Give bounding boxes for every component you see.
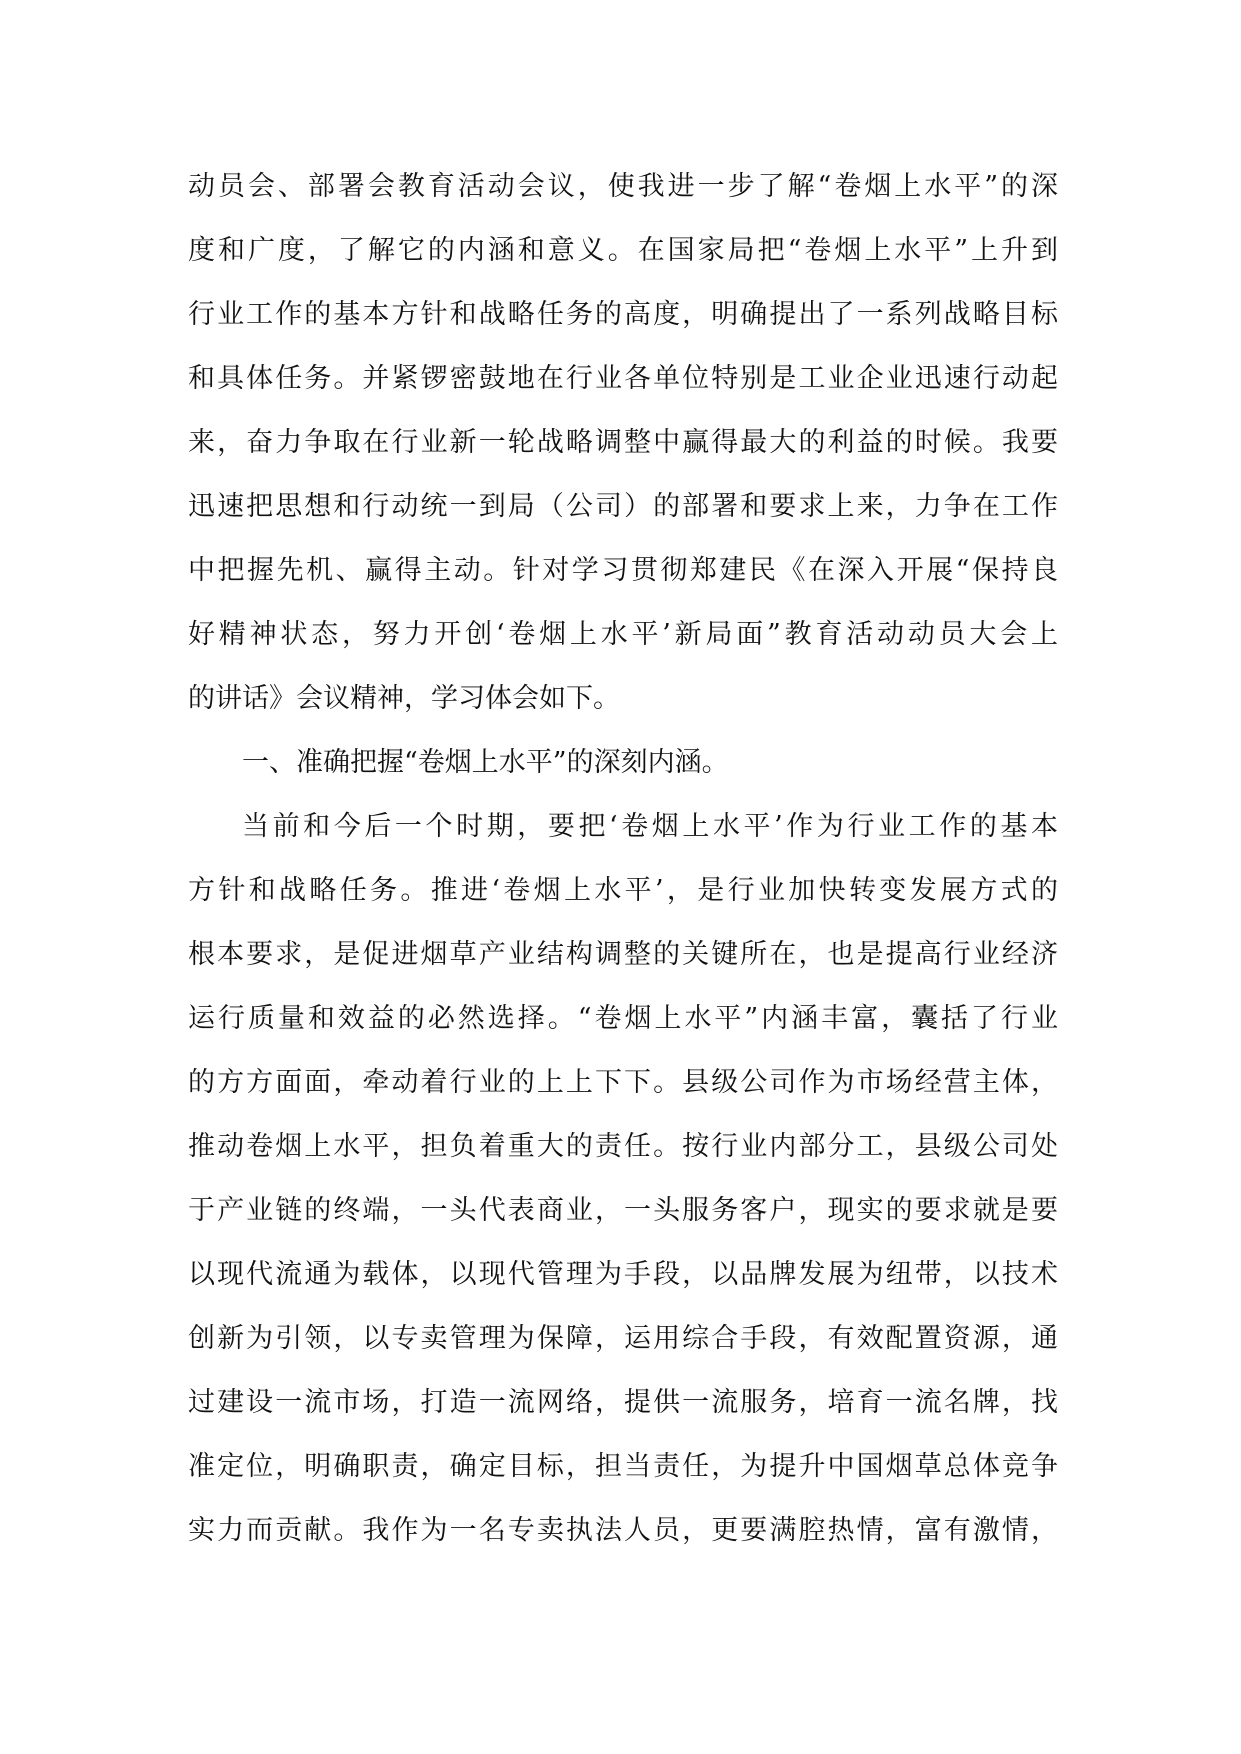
text-line: 实力而贡献。我作为一名专卖执法人员，更要满腔热情，富有激情， (188, 1515, 1058, 1546)
text-line: 以现代流通为载体，以现代管理为手段，以品牌发展为纽带，以技术 (188, 1259, 1058, 1290)
text-line: 当前和今后一个时期，要把‘卷烟上水平’作为行业工作的基本 (242, 811, 1058, 842)
text-line: 准定位，明确职责，确定目标，担当责任，为提升中国烟草总体竞争 (188, 1451, 1058, 1482)
text-line: 来，奋力争取在行业新一轮战略调整中赢得最大的利益的时候。我要 (188, 427, 1058, 458)
section-heading: 一、准确把握“卷烟上水平”的深刻内涵。 (242, 747, 729, 778)
text-line: 根本要求，是促进烟草产业结构调整的关键所在，也是提高行业经济 (188, 939, 1058, 970)
text-line: 创新为引领，以专卖管理为保障，运用综合手段，有效配置资源，通 (188, 1323, 1058, 1354)
text-line: 方针和战略任务。推进‘卷烟上水平’，是行业加快转变发展方式的 (188, 875, 1058, 906)
text-line: 动员会、部署会教育活动会议，使我进一步了解“卷烟上水平”的深 (188, 171, 1058, 202)
text-line: 中把握先机、赢得主动。针对学习贯彻郑建民《在深入开展“保持良 (188, 555, 1058, 586)
text-line: 和具体任务。并紧锣密鼓地在行业各单位特别是工业企业迅速行动起 (188, 363, 1058, 394)
text-line: 度和广度，了解它的内涵和意义。在国家局把“卷烟上水平”上升到 (188, 235, 1058, 266)
text-line: 迅速把思想和行动统一到局（公司）的部署和要求上来，力争在工作 (188, 491, 1058, 522)
text-line: 于产业链的终端，一头代表商业，一头服务客户，现实的要求就是要 (188, 1195, 1058, 1226)
text-line: 推动卷烟上水平，担负着重大的责任。按行业内部分工，县级公司处 (188, 1131, 1058, 1162)
text-line: 行业工作的基本方针和战略任务的高度，明确提出了一系列战略目标 (188, 299, 1058, 330)
text-line: 的讲话》会议精神，学习体会如下。 (188, 683, 620, 714)
text-line: 过建设一流市场，打造一流网络，提供一流服务，培育一流名牌，找 (188, 1387, 1058, 1418)
document-body (188, 155, 1058, 1563)
text-line: 运行质量和效益的必然选择。“卷烟上水平”内涵丰富，囊括了行业 (188, 1003, 1058, 1034)
text-line: 好精神状态，努力开创‘卷烟上水平’新局面”教育活动动员大会上 (188, 619, 1058, 650)
text-line: 的方方面面，牵动着行业的上上下下。县级公司作为市场经营主体， (188, 1067, 1058, 1098)
